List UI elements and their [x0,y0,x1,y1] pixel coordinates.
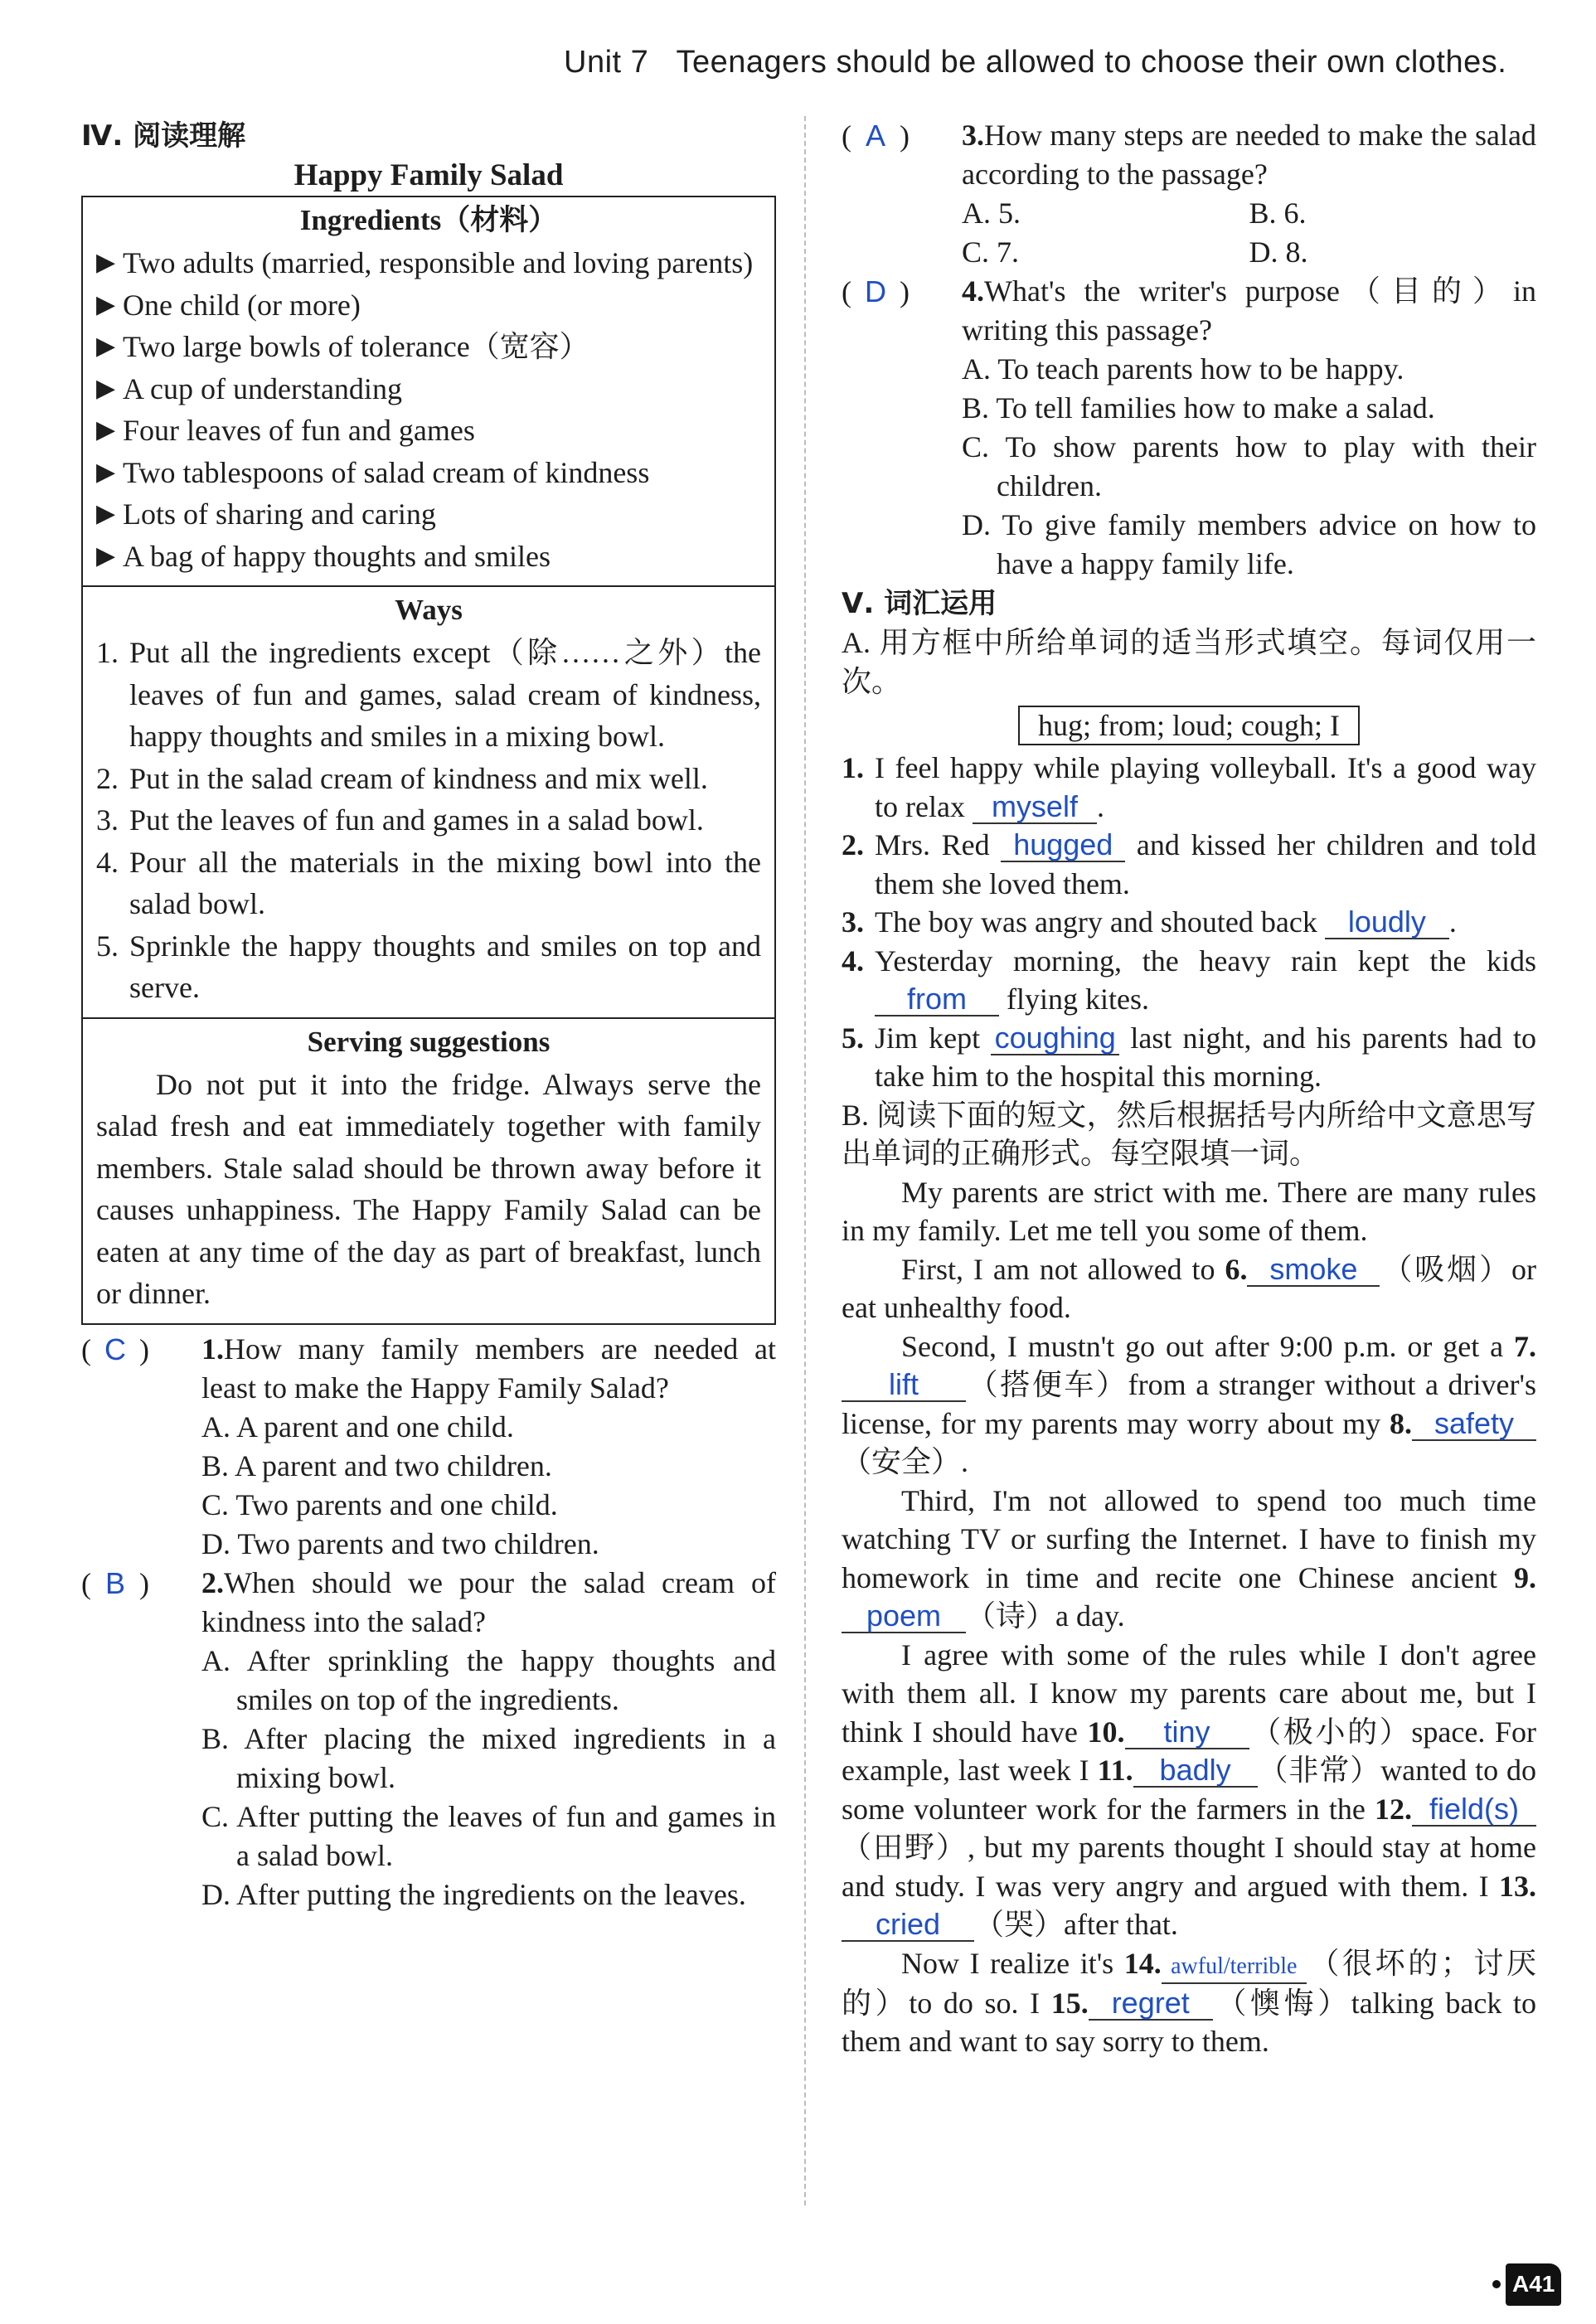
option: A. A parent and one child. [201,1409,514,1443]
answer-blank: lift [842,1369,966,1402]
option: D. 8. [1249,235,1308,269]
option: D. To give family members advice on how to have a happy family life. [962,508,1536,580]
answer-blank: myself [973,791,1097,824]
page-number-label: A41 [1506,2263,1561,2306]
answer-blank: safety [1412,1408,1536,1441]
triangle-bullet-icon: ▶ [96,374,116,402]
option: A. After sprinkling the happy thoughts and smiles on top of the ingredients. [201,1643,776,1716]
part-b-paragraph-5: I agree with some of the rules while I don't agree with them all. I know my parents care about me, but I think I should have 10. tiny （极小的）space. For example, last week I 11. badly （非常）wanted to do some volunteer work for the farmers in the 12. field(s)（田野）, but my parents thought I should stay at home and study. I was very angry and argued with them. I 13.cried （哭）after that. [842,1637,1536,1941]
option: A. 5. [962,196,1021,230]
page-number [1492,2263,1561,2306]
option: D. After putting the ingredients on the leaves. [201,1877,746,1911]
word-bank-box: hug; from; loud; cough; I [1018,706,1360,745]
question-1: ( C ) 1.How many family members are needed at least to make the Happy Family Salad? A. A parent and one child. B. A parent and two children. C. Two parents and one child. D. Two parents and two children. [81,1330,776,1564]
answer-bracket: ( B ) [81,1564,149,1604]
ingredient-item: ▶ A bag of happy thoughts and smiles [96,536,761,578]
question-3: ( A ) 3.How many steps are needed to make the salad according to the passage? A. 5. B. 6. C. 7. D. 8. [842,116,1536,272]
part-a-item-5: 5. Jim kept coughing last night, and his parents had to take him to the hospital this morning. [842,1020,1536,1093]
option: B. To tell families how to make a salad. [962,391,1435,425]
serving-section [83,1017,774,1323]
option: C. After putting the leaves of fun and games in a salad bowl. [201,1799,776,1872]
part-b-paragraph-4: Third, I'm not allowed to spend too much time watching TV or surfing the Internet. I have to finish my homework in time and recite one Chinese ancient 9.poem （诗）a day. [842,1483,1536,1633]
option-row [962,233,1536,272]
part-a-item-4: 4. Yesterday morning, the heavy rain kept the kids from flying kites. [842,944,1536,1016]
question-2: ( B ) 2.When should we pour the salad cream of kindness into the salad? A. After sprinkling the happy thoughts and smiles on top of the ingredients. B. After placing the mixed ingredients in a mixing bowl. C. After putting the leaves of fun and games in a salad bowl. D. After putting the ingredients on the leaves. [81,1564,776,1914]
way-step: 4. Pour all the materials in the mixing bowl into the salad bowl. [96,845,761,920]
question-4: ( D ) 4.What's the writer's purpose（目的）in writing this passage? A. To teach parents how to be happy. B. To tell families how to make a salad. C. To show parents how to play with their children. D. To give family members advice on how to have a happy family life. [842,272,1536,584]
part-a-item-3: 3. The boy was angry and shouted back loudly . [842,905,1457,939]
option: C. To show parents how to play with their children. [962,430,1536,502]
option: B. 6. [1249,196,1307,230]
passage-title: Happy Family Salad [293,158,564,192]
part-b-paragraph-3: Second, I mustn't go out after 9:00 p.m. or get a 7.lift （搭便车）from a stranger without a driver's license, for my parents may worry about my 8. safety（安全）. [842,1329,1536,1478]
answer-letter: C [104,1332,126,1366]
ingredients-title: Ingredients（材料） [299,204,558,236]
answer-bracket: ( D ) [842,272,910,312]
unit-label: Unit 7 [564,45,649,80]
ways-section [83,585,774,1017]
triangle-bullet-icon: ▶ [96,332,116,360]
answer-blank: awful/terrible [1162,1951,1307,1984]
part-a-item-1: 1. I feel happy while playing volleyball. It's a good way to relax myself . [842,751,1536,823]
part-b-instruction: B. 阅读下面的短文，然后根据括号内所给中文意思写出单词的正确形式。每空限填一词。 [842,1098,1536,1170]
way-step: 1. Put all the ingredients except（除……之外）the leaves of fun and games, salad cream of kindness, happy thoughts and smiles in a mixing bowl. [96,636,761,753]
answer-blank: smoke [1247,1254,1380,1287]
option-row [962,194,1536,233]
right-column [842,116,1536,2061]
ways-title: Ways [395,594,463,626]
option: C. Two parents and one child. [201,1487,558,1521]
part-b-paragraph-2: First, I am not allowed to 6. smoke （吸烟）or eat unhealthy food. [842,1251,1536,1324]
ingredient-item: ▶ One child (or more) [96,284,761,327]
option: A. To teach parents how to be happy. [962,352,1404,386]
ingredient-item: ▶ Two large bowls of tolerance（宽容） [96,326,761,368]
answer-letter: A [865,119,885,153]
section-4-heading: Ⅳ. 阅读理解 [81,119,246,153]
way-step: 5. Sprinkle the happy thoughts and smiles on top and serve. [96,929,761,1004]
option: D. Two parents and two children. [201,1526,599,1560]
answer-letter: D [865,274,886,308]
part-a-instruction: A. 用方框中所给单词的适当形式填空。每词仅用一次。 [842,626,1536,698]
triangle-bullet-icon: ▶ [96,500,116,527]
answer-blank: regret [1089,1987,1213,2021]
ingredient-item: ▶ A cup of understanding [96,368,761,410]
ingredients-section [83,197,774,585]
ingredient-item: ▶ Lots of sharing and caring [96,493,761,536]
column-divider [804,116,806,2205]
unit-title: Teenagers should be allowed to choose their own clothes. [676,45,1507,80]
answer-blank: field(s) [1412,1793,1536,1827]
answer-bracket: ( A ) [842,116,910,156]
ingredient-item: ▶ Two tablespoons of salad cream of kindness [96,452,761,494]
triangle-bullet-icon: ▶ [96,249,116,276]
part-b-paragraph-1: My parents are strict with me. There are many rules in my family. Let me tell you some of them. [842,1175,1536,1247]
option: B. A parent and two children. [201,1448,552,1482]
answer-bracket: ( C ) [81,1330,149,1370]
answer-blank: badly [1133,1754,1258,1788]
recipe-box [81,196,776,1325]
section-5-heading: Ⅴ. 词汇运用 [842,587,997,620]
left-column [81,116,776,1914]
way-step: 3. Put the leaves of fun and games in a salad bowl. [96,803,704,837]
triangle-bullet-icon: ▶ [96,416,116,444]
answer-blank: hugged [1001,829,1125,862]
serving-text: Do not put it into the fridge. Always serve the salad fresh and eat immediately together with family members. Stale salad should be thrown away before it causes unhappiness. The Happy Family Salad can be eaten at any time of the day as part of breakfast, lunch or dinner. [96,1067,761,1310]
option: B. After placing the mixed ingredients in a mixing bowl. [201,1721,776,1794]
answer-blank: tiny [1125,1716,1249,1749]
dot-icon [1492,2280,1501,2288]
triangle-bullet-icon: ▶ [96,541,116,570]
ingredient-item: ▶ Four leaves of fun and games [96,410,761,452]
answer-blank: from [875,983,999,1016]
answer-blank: poem [842,1600,966,1633]
option: C. 7. [962,235,1020,269]
answer-blank: loudly [1325,906,1449,939]
part-b-paragraph-6: Now I realize it's 14. awful/terrible （很坏的；讨厌的）to do so. I 15. regret （懊悔）talking back to them and want to say sorry to them. [842,1946,1536,2058]
part-a-item-2: 2. Mrs. Red hugged and kissed her children and told them she loved them. [842,827,1536,900]
way-step: 2. Put in the salad cream of kindness and mix well. [96,761,708,795]
answer-blank: cried [842,1909,974,1942]
answer-letter: B [104,1565,125,1600]
ingredient-item: ▶ Two adults (married, responsible and loving parents) [96,242,761,284]
page-header [564,43,1506,82]
triangle-bullet-icon: ▶ [96,458,116,486]
triangle-bullet-icon: ▶ [96,290,116,318]
serving-title: Serving suggestions [307,1025,551,1058]
answer-blank: coughing [991,1022,1119,1055]
